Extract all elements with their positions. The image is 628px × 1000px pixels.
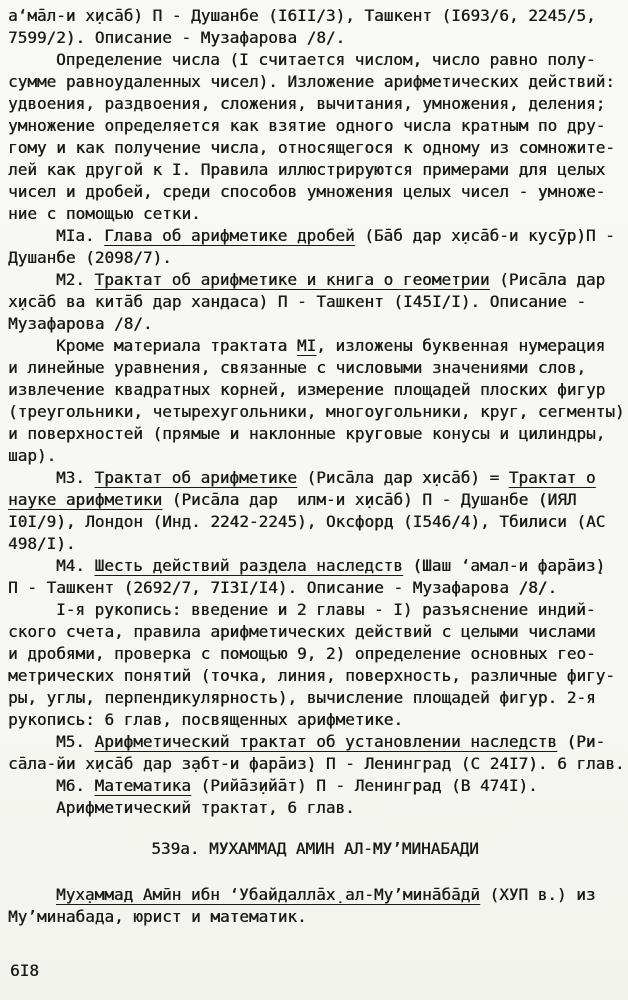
text-segment: (Ба̄б дар х̣иса̄б-и кусӯр)П -	[354, 226, 615, 245]
text-segment: ского счета, правила арифметических действий с целыми числами	[8, 622, 596, 641]
text-line	[8, 335, 622, 357]
text-line	[8, 577, 622, 599]
text-line	[8, 93, 622, 115]
text-segment: Музафарова /8/.	[8, 314, 153, 333]
text-segment: сумме равноудаленных чисел). Изложение арифметических действий:	[8, 72, 615, 91]
paragraph	[8, 775, 622, 797]
text-line	[8, 533, 622, 555]
text-line	[8, 621, 622, 643]
text-line	[8, 665, 622, 687]
text-segment: умножение определяется как взятие одного числа кратным по дру-	[8, 116, 606, 135]
text-segment: М5.	[56, 732, 95, 751]
paragraph	[8, 269, 622, 335]
paragraph	[8, 797, 622, 819]
text-line	[8, 775, 622, 797]
page-number: 6I8	[10, 961, 39, 980]
text-segment: I0I/9), Лондон (Инд. 2242-2245), Оксфорд (I546/4), Тбилиси (АС	[8, 512, 606, 531]
text-segment: М4.	[56, 556, 95, 575]
text-segment: гому и как получение числа, относящегося к одному из сомножите-	[8, 138, 615, 157]
text-segment: (Шаш ‘амал-и фара̄из̣)	[402, 556, 606, 575]
text-segment: 7599/2). Описание - Музафарова /8/.	[8, 28, 346, 47]
underlined-title-text: Трактат об арифметике	[94, 468, 297, 487]
text-line	[8, 731, 622, 753]
text-segment: метрических понятий (точка, линия, поверхность, различные фигу-	[8, 666, 615, 685]
underlined-title-text: Шесть действий раздела наследств	[94, 556, 403, 575]
text-segment: I-я рукопись: введение и 2 главы - I) разъяснение индий-	[56, 600, 596, 619]
underlined-title-text: науке арифметики	[8, 490, 163, 509]
text-line	[8, 753, 625, 775]
paragraph	[8, 467, 622, 555]
text-segment: Кроме материала трактата	[56, 336, 297, 355]
text-line	[8, 49, 622, 71]
text-segment: а‘ма̄л-и х̣иса̄б) П - Душанбе (I6II/3), Ташкент (I693/6, 2245/5,	[8, 6, 596, 25]
underlined-title-text: Трактат об арифметике и книга о геометрии	[94, 270, 490, 289]
paragraph	[8, 335, 625, 467]
underlined-title-text: Глава об арифметике дробей	[104, 226, 355, 245]
text-line	[8, 71, 622, 93]
underlined-title-text: Мух̣аммад Амӣн ибн ‘Убайдалла̄х̣ ал-Му’мина̄ба̄дӣ	[56, 885, 480, 904]
text-segment: чисел и дробей, среди способов умножения целых чисел - умноже-	[8, 182, 606, 201]
text-segment: х̣иса̄б ва кита̄б дар хандаса) П - Ташкент (I45I/I). Описание -	[8, 292, 586, 311]
text-segment: Душанбе (2098/7).	[8, 248, 172, 267]
text-line	[8, 489, 622, 511]
text-segment: (Рийа̄з̣ийа̄т) П - Ленинград (В 474I).	[190, 776, 538, 795]
text-segment: и линейные уравнения, связанные с числовыми значениями слов,	[8, 358, 586, 377]
text-line	[8, 291, 622, 313]
text-line	[8, 797, 622, 819]
text-segment: шар).	[8, 446, 57, 465]
text-segment: (Риса̄ла дар илм-и х̣иса̄б) П - Душанбе (ИЯЛ	[162, 490, 577, 509]
text-line	[8, 137, 622, 159]
text-segment: Му’минабада, юрист и математик.	[8, 907, 307, 926]
text-line	[8, 313, 622, 335]
text-line	[8, 203, 622, 225]
text-segment: удвоения, раздвоения, сложения, вычитания, умножения, деления;	[8, 94, 606, 113]
paragraph	[8, 884, 622, 928]
text-segment: 498/I).	[8, 534, 76, 553]
underlined-title-text: Математика	[94, 776, 191, 795]
text-line	[8, 401, 625, 423]
text-segment: Арифметический трактат, 6 глав.	[56, 798, 355, 817]
text-line	[8, 247, 622, 269]
text-segment: лей как другой к I. Правила иллюстрируются примерами для целых	[8, 160, 606, 179]
underlined-title-text: Трактат о	[508, 468, 596, 487]
text-line	[8, 599, 622, 621]
body-text	[8, 5, 625, 928]
paragraph	[8, 731, 625, 775]
section-heading: 539а. МУХАММАД АМИН АЛ-МУ’МИНАБАДИ	[151, 839, 479, 858]
text-segment: (Риса̄ла дар	[489, 270, 606, 289]
text-line	[8, 357, 622, 379]
text-segment: ние с помощью сетки.	[8, 204, 201, 223]
paragraph	[8, 49, 622, 225]
paragraph	[8, 555, 622, 599]
text-segment: МIа.	[56, 226, 105, 245]
text-line	[8, 379, 622, 401]
text-line	[8, 159, 622, 181]
underlined-title-text: МI	[296, 336, 317, 355]
text-segment: и поверхностей (прямые и наклонные круговые конусы и цилиндры,	[8, 424, 606, 443]
text-line	[8, 5, 622, 27]
text-segment: рукопись: 6 глав, посвященных арифметике.	[8, 710, 403, 729]
text-segment: извлечение квадратных корней, измерение площадей плоских фигур	[8, 380, 606, 399]
text-line	[8, 906, 622, 928]
paragraph	[8, 225, 622, 269]
text-line	[8, 269, 622, 291]
text-segment: М3.	[56, 468, 95, 487]
text-segment: М2.	[56, 270, 95, 289]
text-line	[8, 709, 622, 731]
text-segment: (Ри-	[556, 732, 606, 751]
text-line	[8, 687, 622, 709]
text-segment: Определение числа (I считается числом, число равно полу-	[56, 50, 596, 69]
text-segment: , изложены буквенная нумерация	[316, 336, 606, 355]
text-segment: (треугольники, четырехугольники, многоугольники, круг, сегменты)	[8, 402, 625, 421]
text-segment: (Риса̄ла дар х̣иса̄б) =	[296, 468, 509, 487]
text-line	[8, 884, 622, 906]
text-line	[8, 423, 622, 445]
text-line	[8, 511, 622, 533]
underlined-title-text: Арифметический трактат об установлении наследств	[94, 732, 557, 751]
paragraph	[8, 599, 622, 731]
text-line	[8, 115, 622, 137]
text-line	[8, 467, 622, 489]
text-line	[8, 445, 622, 467]
text-line	[8, 643, 622, 665]
text-line	[8, 555, 622, 577]
paragraph	[8, 5, 622, 49]
text-line	[8, 27, 622, 49]
text-line	[8, 181, 622, 203]
text-segment: са̄ла-йи х̣иса̄б дар з̣абт-и фара̄из̣) П - Ленинград (С 24I7). 6 глав.	[8, 754, 625, 773]
text-segment: П - Ташкент (2692/7, 7I3I/I4). Описание - Музафарова /8/.	[8, 578, 558, 597]
text-segment: М6.	[56, 776, 95, 795]
text-segment: ры, углы, перпендикулярность), вычисление площадей фигур. 2-я	[8, 688, 596, 707]
text-line	[8, 225, 622, 247]
text-segment: и дробями, проверка с помощью 9, 2) определение основных гео-	[8, 644, 596, 663]
text-segment: (ХУП в.) из	[479, 885, 596, 904]
